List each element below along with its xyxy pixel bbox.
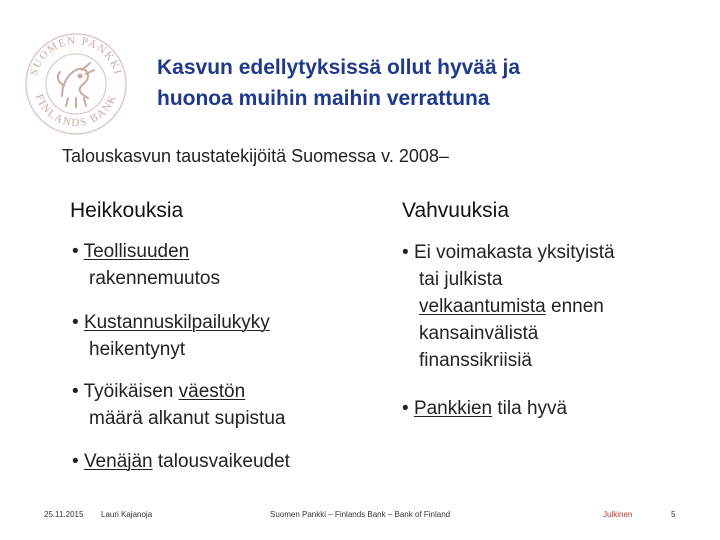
bullet-text-underlined: velkaantumista bbox=[419, 296, 546, 317]
list-item bbox=[402, 239, 615, 374]
bullet-text-cont: finanssikriisiä bbox=[419, 350, 532, 371]
list-item bbox=[402, 395, 567, 422]
bullet-text-cont: kansainvälistä bbox=[419, 323, 539, 344]
bullet-text: Ei voimakasta yksityistä bbox=[413, 242, 615, 263]
bullet-dot: • bbox=[72, 241, 79, 262]
list-item bbox=[72, 448, 290, 475]
bullet-text-cont: heikentynyt bbox=[89, 339, 186, 360]
svg-text:SUOMEN PANKKI: SUOMEN PANKKI bbox=[28, 34, 124, 77]
bullet-text-underlined: väestön bbox=[178, 381, 246, 402]
slide-subtitle: Talouskasvun taustatekijöitä Suomessa v. 2008– bbox=[62, 146, 449, 166]
list-item bbox=[72, 378, 285, 432]
svg-text:FINLANDS BANK: FINLANDS BANK bbox=[32, 92, 120, 130]
bullet-text-cont: tai julkista bbox=[419, 269, 503, 290]
slide-title bbox=[157, 52, 697, 114]
bullet-text: talousvaikeudet bbox=[152, 451, 290, 472]
title-line-2: huonoa muihin maihin verrattuna bbox=[157, 87, 490, 110]
footer-author: Lauri Kajanoja bbox=[101, 510, 153, 519]
bullet-dot: • bbox=[72, 312, 79, 333]
bullet-text: Työikäisen bbox=[83, 381, 179, 402]
bullet-text-cont: määrä alkanut supistua bbox=[89, 408, 286, 429]
bullet-text: tila hyvä bbox=[492, 398, 568, 419]
strengths-heading: Vahvuuksia bbox=[402, 199, 510, 222]
page-number: 5 bbox=[671, 510, 676, 519]
bullet-dot: • bbox=[402, 398, 409, 419]
list-item bbox=[72, 238, 220, 292]
bullet-text-underlined: Pankkien bbox=[413, 398, 493, 419]
bullet-text: ennen bbox=[545, 296, 604, 317]
footer-classification: Julkinen bbox=[603, 510, 633, 519]
footer-date: 25.11.2015 bbox=[44, 510, 84, 519]
bullet-text: Kustannuskilpailukyky bbox=[83, 312, 270, 333]
bullet-text-cont: rakennemuutos bbox=[89, 268, 220, 289]
bullet-dot: • bbox=[72, 381, 79, 402]
title-line-1: Kasvun edellytyksissä ollut hyvää ja bbox=[157, 56, 521, 79]
list-item bbox=[72, 309, 270, 363]
bullet-text-underlined: Venäjän bbox=[83, 451, 153, 472]
bank-of-finland-seal-icon bbox=[22, 30, 130, 138]
bullet-dot: • bbox=[402, 242, 409, 263]
footer-organization: Suomen Pankki – Finlands Bank – Bank of Finland bbox=[270, 510, 451, 519]
weaknesses-heading: Heikkouksia bbox=[70, 199, 184, 222]
bullet-text: Teollisuuden bbox=[83, 241, 190, 262]
bullet-dot: • bbox=[72, 451, 79, 472]
